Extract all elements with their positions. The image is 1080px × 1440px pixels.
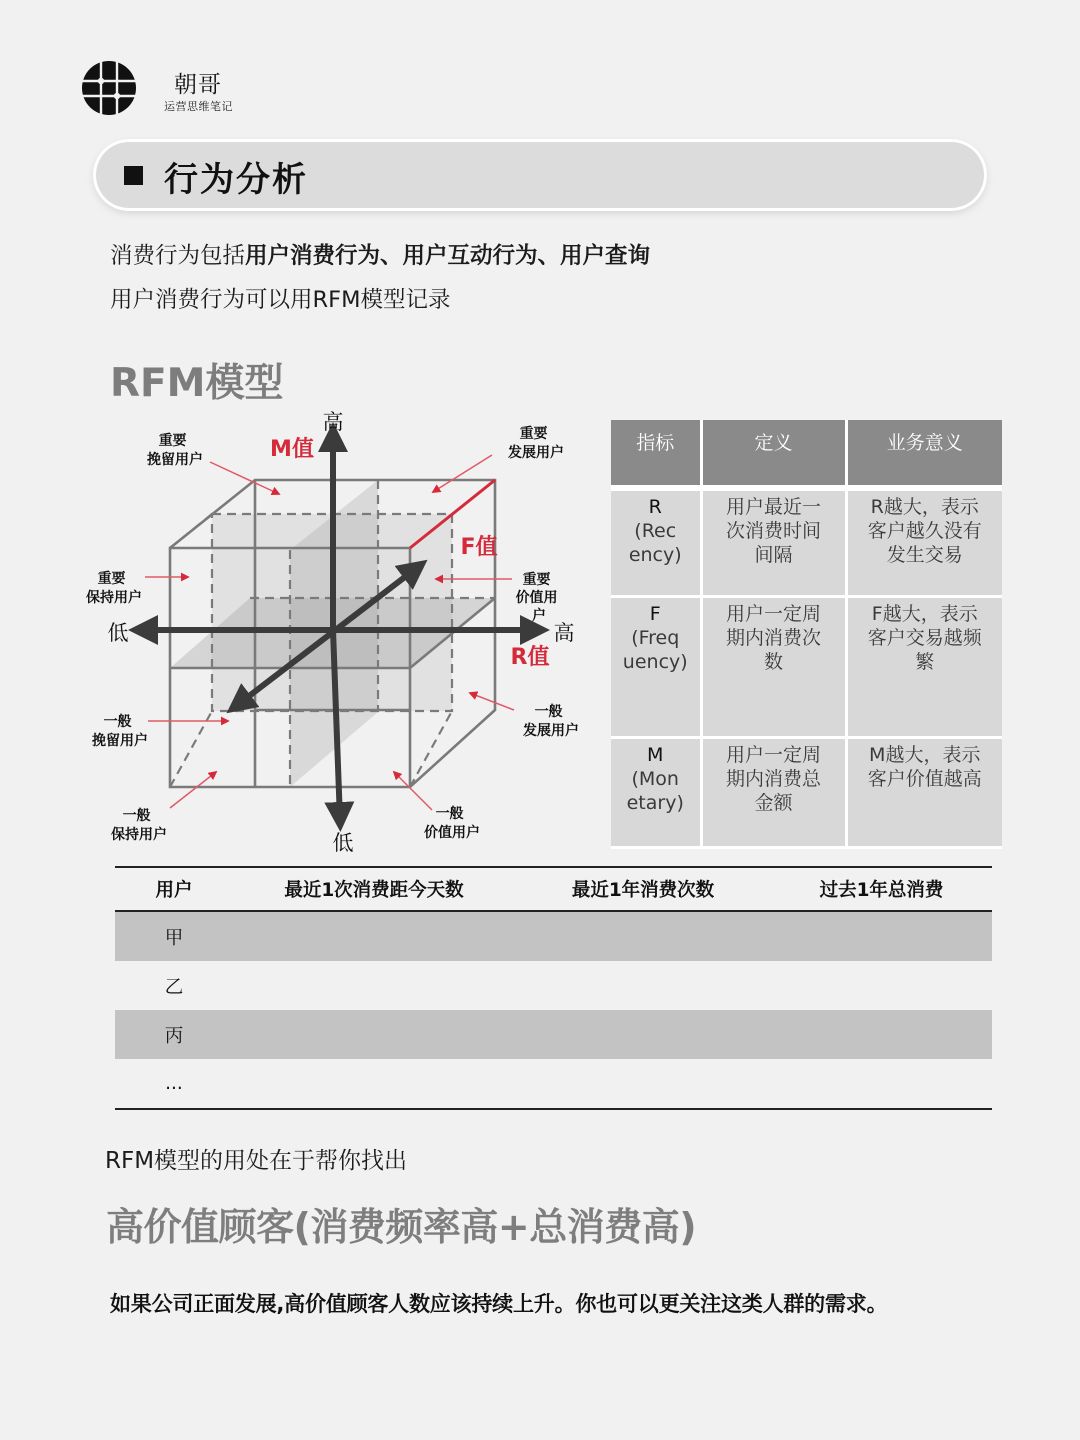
segment-general-value: 一般 价值用户 [424, 806, 480, 841]
metric-definition-cell [701, 597, 846, 738]
brand-subtitle: 运营思维笔记 [164, 100, 233, 113]
rfm-cube-diagram [70, 400, 600, 860]
rfm-metrics-table [611, 420, 1002, 849]
metric-key-cell [611, 597, 701, 738]
user-cell [515, 1010, 771, 1059]
brand-logo-icon [82, 60, 136, 116]
metric-meaning-line: 发生交易 [886, 544, 963, 566]
section-title: 行为分析 [164, 160, 308, 200]
table-row [611, 488, 1002, 597]
metric-meaning-line: 客户价值越高 [867, 768, 982, 790]
user-header-user: 用户 [115, 867, 233, 911]
table-row [115, 1010, 992, 1059]
user-header-recency: 最近1次消费距今天数 [233, 867, 515, 911]
metric-definition-line: 用户一定周 [725, 744, 821, 766]
table-row [115, 1059, 992, 1109]
axis-label-high-top: 高 [322, 410, 344, 434]
table-row [115, 961, 992, 1010]
metric-definition-cell [701, 488, 846, 597]
metric-key-detail: (Rec [634, 520, 677, 542]
metric-key-detail: uency) [622, 651, 688, 673]
table-row [611, 738, 1002, 848]
metric-meaning-cell [846, 738, 1002, 848]
user-cell [515, 961, 771, 1010]
metric-meaning-line: F越大，表示 [871, 603, 978, 625]
metric-definition-line: 期内消费总 [725, 768, 821, 790]
metric-definition-line: 次消费时间 [725, 520, 821, 542]
user-cell [233, 911, 515, 961]
user-cell [233, 1059, 515, 1109]
table-row [115, 911, 992, 961]
metric-meaning-line: 繁 [915, 651, 935, 673]
metric-meaning-line: 客户越久没有 [867, 520, 982, 542]
high-value-heading: 高价值顾客(消费频率高+总消费高) [106, 1205, 697, 1249]
metric-definition-line: 间隔 [754, 544, 793, 566]
user-name-cell: 乙 [164, 976, 184, 998]
metric-definition-cell [701, 738, 846, 848]
user-cell [771, 911, 992, 961]
user-name-cell: 甲 [115, 911, 233, 961]
segment-general-retain: 一般 挽留用户 [92, 714, 148, 749]
metric-key-cell [611, 488, 701, 597]
axis-label-low-left: 低 [107, 621, 129, 645]
arrow-general-keep [170, 772, 216, 808]
model-title: RFM模型 [110, 361, 284, 406]
intro-line-1-bold: 用户消费行为、用户互动行为、用户查询 [245, 243, 651, 269]
metric-key-detail: etary) [626, 792, 684, 814]
user-cell [233, 961, 515, 1010]
intro-line-1-prefix: 消费行为包括 [110, 243, 246, 269]
user-cell [233, 1010, 515, 1059]
user-cell [771, 961, 992, 1010]
segment-important-keep: 重要 保持用户 [86, 571, 142, 606]
metric-definition-line: 用户最近一 [725, 496, 821, 518]
metric-key-detail: (Mon [631, 768, 679, 790]
user-table-header [115, 867, 992, 911]
metrics-table-header [611, 420, 1002, 488]
user-cell [515, 911, 771, 961]
metric-key-detail: (Freq [631, 627, 680, 649]
table-row [611, 597, 1002, 738]
segment-general-keep: 一般 保持用户 [111, 808, 167, 843]
metrics-header-definition: 定义 [701, 420, 846, 488]
metric-key-cell [611, 738, 701, 848]
metric-key: F [649, 603, 661, 625]
metric-meaning-cell [846, 597, 1002, 738]
f-value-label: F值 [460, 535, 498, 560]
purpose-text: RFM模型的用处在于帮你找出 [105, 1148, 408, 1174]
user-rfm-table [115, 866, 992, 1110]
metric-definition-line: 期内消费次 [725, 627, 821, 649]
arrow-general-develop [470, 693, 514, 710]
segment-important-retain: 重要 挽留用户 [147, 433, 203, 468]
metric-meaning-line: R越大，表示 [870, 496, 979, 518]
metric-meaning-line: 客户交易越频 [867, 627, 982, 649]
user-cell [771, 1059, 992, 1109]
metric-definition-line: 用户一定周 [725, 603, 821, 625]
axis-label-high-right: 高 [553, 621, 575, 645]
user-header-monetary: 过去1年总消费 [771, 867, 992, 911]
brand-name: 朝哥 [174, 72, 222, 98]
metric-definition-line: 数 [763, 651, 783, 673]
user-cell [515, 1059, 771, 1109]
metric-meaning-line: M越大，表示 [869, 744, 981, 766]
section-banner [96, 142, 984, 208]
metrics-header-indicator: 指标 [611, 420, 701, 488]
intro-line-1 [110, 238, 650, 270]
segment-important-develop: 重要 发展用户 [508, 426, 564, 461]
user-cell [771, 1010, 992, 1059]
intro-line-2: 用户消费行为可以用RFM模型记录 [110, 287, 451, 313]
user-name-cell: ... [115, 1059, 233, 1109]
segment-important-value: 重要 价值用 户 [515, 572, 558, 624]
conclusion-text: 如果公司正面发展,高价值顾客人数应该持续上升。你也可以更关注这类人群的需求。 [110, 1292, 888, 1316]
metrics-header-meaning: 业务意义 [846, 420, 1002, 488]
square-bullet-icon [124, 166, 143, 185]
arrow-general-value [394, 772, 432, 810]
r-value-label: R值 [510, 645, 550, 670]
m-value-label: M值 [270, 437, 314, 462]
user-header-frequency: 最近1年消费次数 [515, 867, 771, 911]
arrow-important-develop [433, 455, 492, 492]
axis-label-low-bottom: 低 [332, 831, 354, 855]
metric-key: R [648, 496, 662, 518]
metric-key-detail: ency) [628, 544, 682, 566]
metric-meaning-cell [846, 488, 1002, 597]
segment-general-develop: 一般 发展用户 [523, 704, 579, 739]
metric-definition-line: 金额 [754, 792, 793, 814]
user-name-cell: 丙 [115, 1010, 233, 1059]
metric-key: M [647, 744, 664, 766]
